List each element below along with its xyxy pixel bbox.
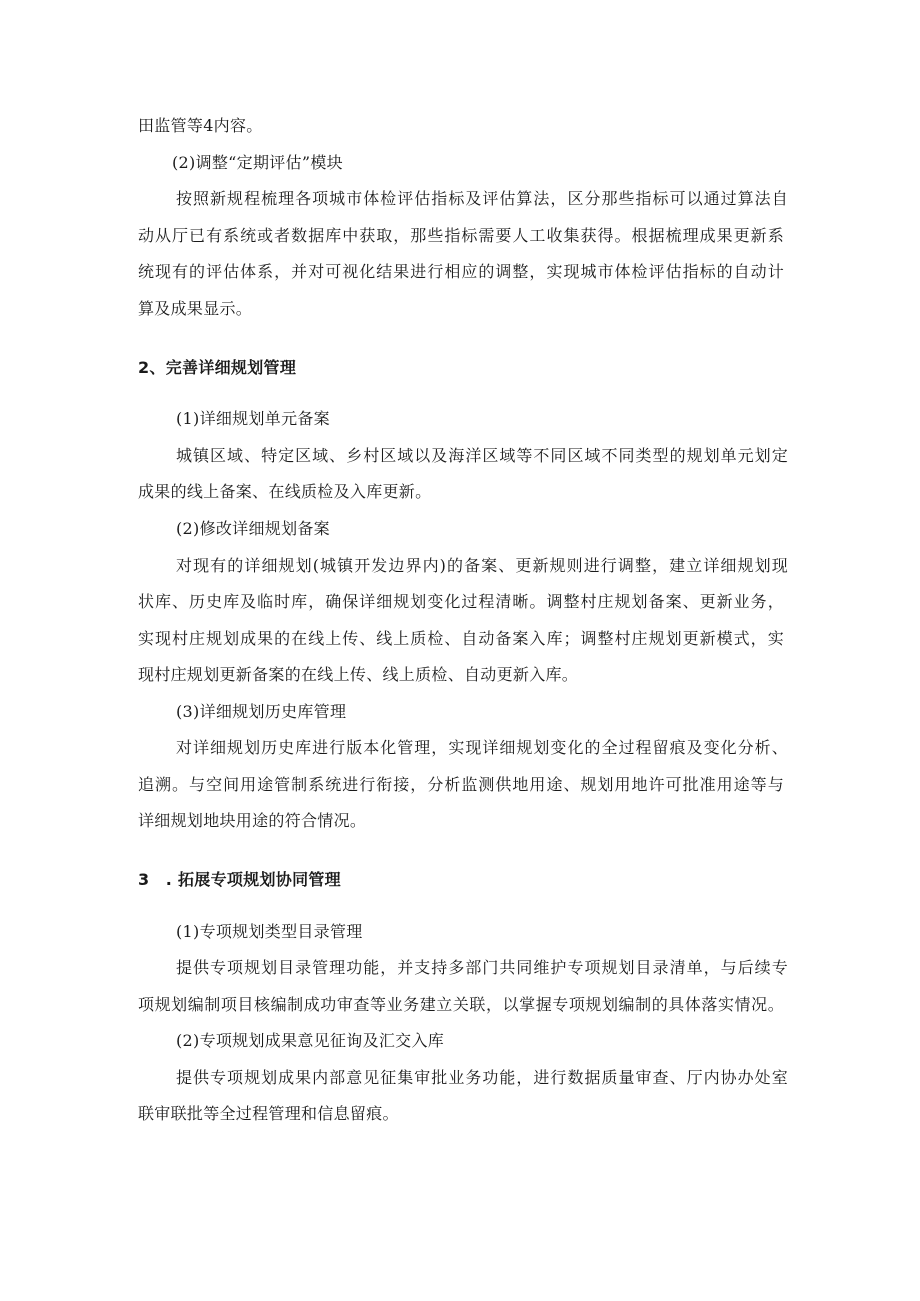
subsection-heading: (1)详细规划单元备案 bbox=[176, 409, 330, 428]
subsection-heading: (3)详细规划历史库管理 bbox=[176, 702, 347, 721]
paragraph-line: 现村庄规划更新备案的在线上传、线上质检、自动更新入库。 bbox=[138, 665, 579, 684]
subsection-heading: (2)修改详细规划备案 bbox=[176, 519, 330, 538]
subsection-heading: (2)调整“定期评估”模块 bbox=[172, 153, 343, 172]
paragraph-line: 按照新规程梳理各项城市体检评估指标及评估算法，区分那些指标可以通过算法自 bbox=[176, 189, 788, 208]
paragraph-line: 提供专项规划成果内部意见征集审批业务功能，进行数据质量审查、厅内协办处室 bbox=[176, 1068, 788, 1087]
paragraph-line: 对现有的详细规划(城镇开发边界内)的备案、更新规则进行调整，建立详细规划现 bbox=[176, 556, 788, 575]
subsection-heading: (1)专项规划类型目录管理 bbox=[176, 922, 363, 941]
subsection-heading: (2)专项规划成果意见征询及汇交入库 bbox=[176, 1031, 445, 1050]
section-heading: 2、完善详细规划管理 bbox=[138, 358, 297, 377]
paragraph-line: 联审联批等全过程管理和信息留痕。 bbox=[138, 1104, 399, 1123]
section-heading: 3 . 拓展专项规划协同管理 bbox=[138, 870, 341, 889]
paragraph-line: 成果的线上备案、在线质检及入库更新。 bbox=[138, 482, 432, 501]
paragraph-line: 追溯。与空间用途管制系统进行衔接，分析监测供地用途、规划用地许可批准用途等与 bbox=[138, 775, 784, 794]
paragraph-line: 城镇区域、特定区域、乡村区域以及海洋区域等不同区域不同类型的规划单元划定 bbox=[176, 446, 788, 465]
paragraph-line: 提供专项规划目录管理功能，并支持多部门共同维护专项规划目录清单，与后续专 bbox=[176, 958, 788, 977]
paragraph-line: 动从厅已有系统或者数据库中获取，那些指标需要人工收集获得。根据梳理成果更新系 bbox=[138, 226, 784, 245]
paragraph-line: 田监管等4内容。 bbox=[138, 116, 263, 135]
paragraph-line: 项规划编制项目核编制成功审查等业务建立关联，以掌握专项规划编制的具体落实情况。 bbox=[138, 995, 784, 1014]
paragraph-line: 对详细规划历史库进行版本化管理，实现详细规划变化的全过程留痕及变化分析、 bbox=[176, 738, 788, 757]
paragraph-line: 详细规划地块用途的符合情况。 bbox=[138, 811, 367, 830]
paragraph-line: 统现有的评估体系，并对可视化结果进行相应的调整，实现城市体检评估指标的自动计 bbox=[138, 262, 784, 281]
paragraph-line: 算及成果显示。 bbox=[138, 299, 253, 318]
paragraph-line: 实现村庄规划成果的在线上传、线上质检、自动备案入库；调整村庄规划更新模式，实 bbox=[138, 629, 784, 648]
paragraph-line: 状库、历史库及临时库，确保详细规划变化过程清晰。调整村庄规划备案、更新业务， bbox=[138, 592, 784, 611]
